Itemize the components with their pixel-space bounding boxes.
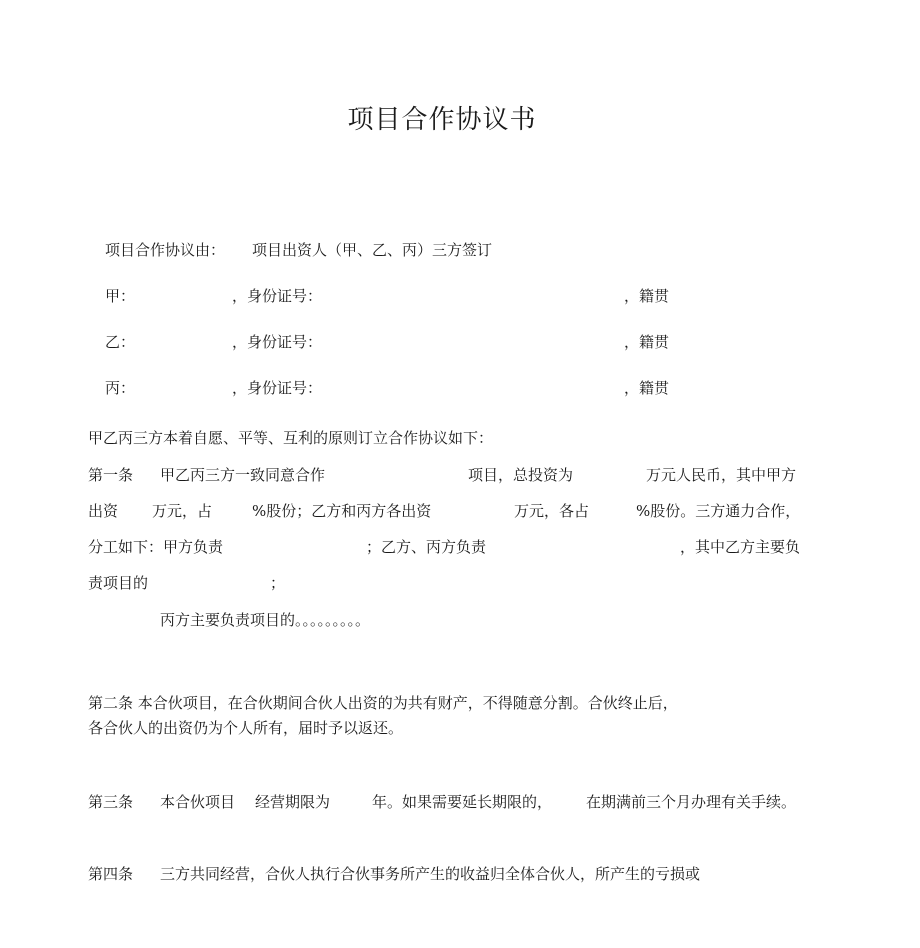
article3-text: 经营期限为	[255, 793, 331, 811]
party-origin-label: ，籍贯	[624, 333, 670, 351]
article2-line: 各合伙人的出资仍为个人所有，届时予以返还。	[88, 719, 404, 737]
article3-text: 在期满前三个月办理有关手续。	[586, 793, 797, 811]
article1-text: ；	[270, 574, 286, 592]
preamble: 甲乙丙三方本着自愿、平等、互利的原则订立合作协议如下：	[88, 429, 494, 447]
article1-text: 丙方主要负责项目的。。。。。。。。。	[160, 611, 371, 629]
article1-text: ；乙方、丙方负责	[366, 538, 487, 556]
party-id-label: ，身份证号：	[232, 333, 323, 351]
article1-text: 万元人民币，其中甲方	[646, 466, 797, 484]
intro-text: 项目出资人（甲、乙、丙）三方签订	[252, 241, 493, 259]
party-name: 丙：	[105, 379, 136, 397]
article1-text: 出资	[88, 502, 119, 520]
party-name: 乙：	[105, 333, 136, 351]
article1-text: %股份。三方通力合作，	[636, 502, 801, 520]
article3-text: 本合伙项目	[160, 793, 236, 811]
party-id-label: ，身份证号：	[232, 379, 323, 397]
article1-text: %股份；乙方和丙方各出资	[252, 502, 432, 520]
article1-text: 万元，各占	[514, 502, 590, 520]
intro-label: 项目合作协议由：	[105, 241, 226, 259]
article4-text: 三方共同经营，合伙人执行合伙事务所产生的收益归全体合伙人，所产生的亏损或	[160, 865, 701, 883]
party-id-label: ，身份证号：	[232, 287, 323, 305]
document-title: 项目合作协议书	[347, 105, 537, 135]
article1-text: 责项目的	[88, 574, 149, 592]
article1-text: 项目，总投资为	[468, 466, 574, 484]
article3-text: 年。如果需要延长期限的，	[372, 793, 553, 811]
party-origin-label: ，籍贯	[624, 287, 670, 305]
article4-label: 第四条	[88, 865, 134, 883]
article1-text: ，其中乙方主要负	[680, 538, 801, 556]
article2-line: 第二条 本合伙项目，在合伙期间合伙人出资的为共有财产，不得随意分割。合伙终止后，	[88, 694, 678, 712]
party-origin-label: ，籍贯	[624, 379, 670, 397]
article1-label: 第一条	[88, 466, 134, 484]
article3-label: 第三条	[88, 793, 134, 811]
article1-text: 甲乙丙三方一致同意合作	[160, 466, 326, 484]
party-name: 甲：	[105, 287, 136, 305]
article1-text: 分工如下：甲方负责	[88, 538, 224, 556]
article1-text: 万元，占	[152, 502, 213, 520]
